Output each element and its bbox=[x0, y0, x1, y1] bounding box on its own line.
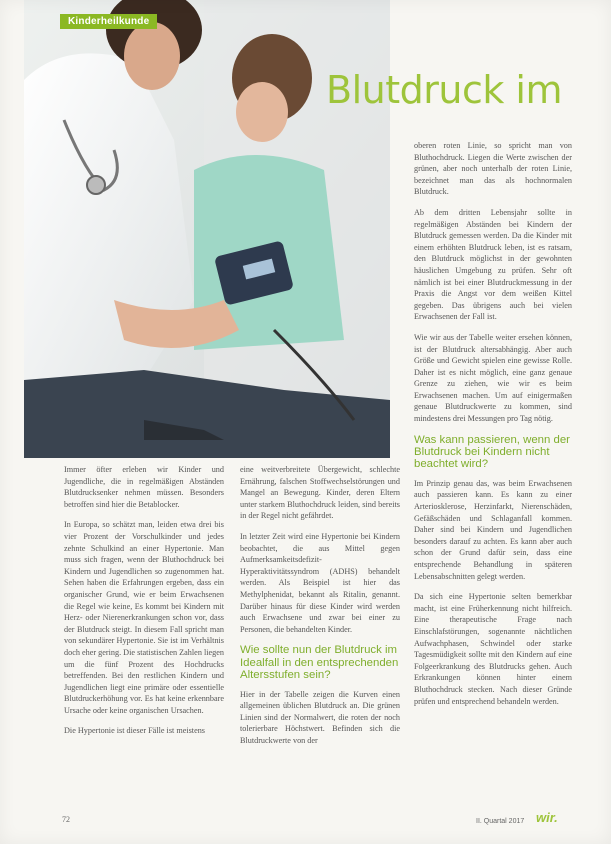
paragraph: In letzter Zeit wird eine Hypertonie bei Kindern beobachtet, die aus Mittel gegen Aufmerksamkeitsdefizit-Hyperaktivitätssyndrom (ADHS) behandelt werden. Als Beispiel ist hier das Methylphenidat, bekannt als Ritalin, genannt. Darüber hinaus für diese Kinder wird werden auch Erwachsene und zwar bei einer zu Personen, die behandelten Kinder. bbox=[240, 531, 400, 634]
subheading: Wie sollte nun der Blutdruck im Idealfall in den entsprechenden Altersstufen sein? bbox=[240, 644, 399, 682]
brand-logo: wir. bbox=[536, 810, 558, 825]
paragraph: Ab dem dritten Lebensjahr sollte in regelmäßigen Abständen bei Kindern der Blutdruck gemessen werden. Da die Kinder mit einem erhöhten Blutdruck leben, ist es ratsam, den Blutdruck möglichst in der gewohnten häuslichen Umgebung zu prüfen. Sehr oft nämlich ist bei einer Blutdruckmessung in der Praxis die Angst vor dem weißen Kittel gegeben. Das übrigens auch bei vielen Erwachsenen der Fall ist. bbox=[414, 207, 572, 322]
paragraph: Wie wir aus der Tabelle weiter ersehen können, ist der Blutdruck altersabhängig. Aber auch Größe und Gewicht spielen eine gewisse Rolle. Daher ist es nicht möglich, eine ganz genaue Grenze zu ziehen, wie wir es beim Erwachsenen machen. Um auf einigermaßen genaue Blutdruckwerte zu kommen, sind mindestens drei Messungen pro Tag nötig. bbox=[414, 332, 572, 424]
section-tag: Kinderheilkunde bbox=[60, 14, 157, 29]
paragraph: Da sich eine Hypertonie selten bemerkbar macht, ist eine Früherkennung nicht hilfreich. Eine therapeutische Frage nach Einschlafstörungen, sogenannte nächtlichen Aufwachphasen, Schwindel oder starke Tagesmüdigkeit sollte mit den Kindern auf eine Folgeerkrankung des Blutdrucks gehen. Auch Erkrankungen können hinter einem Bluthochdruck stecken. Nach dieser Gründe prüfen und entsprechend behandeln werden. bbox=[414, 592, 572, 706]
text-column-left bbox=[64, 464, 224, 746]
article-headline: Blutdruck im bbox=[326, 68, 562, 112]
paragraph: eine weitverbreitete Übergewicht, schlechte Ernährung, falschen Stoffwechselstörungen und Mangel an Bewegung. Kinder, deren Eltern unter starkem Bluthochdruck leiden, sind bereits in der Regel nicht gefährdet. bbox=[240, 465, 400, 521]
paragraph: Immer öfter erleben wir Kinder und Jugendliche, die in regelmäßigen Abständen Blutdrucksenker nehmen müssen. Besonders betroffen sind hier die Betablocker. bbox=[64, 465, 224, 509]
paragraph: Im Prinzip genau das, was beim Erwachsenen auch passieren kann. Es kann zu einer Arteriosklerose, Herzinfarkt, Nierenschäden, Gefäßschäden und Schlaganfall kommen. Daher sind bei Kindern und Jugendlichen besonders darauf zu achten. Es kann aber auch schon der Grund dafür sein, dass eine entsprechende Behandlung in späteren Lebensabschnitten gelegt werden. bbox=[414, 478, 572, 581]
paragraph: oberen roten Linie, so spricht man von Bluthochdruck. Liegen die Werte zwischen der grünen, aber noch unterhalb der roten Linie, bezeichnet man das als hochnormalen Blutdruck. bbox=[414, 141, 572, 197]
paragraph: Hier in der Tabelle zeigen die Kurven einen allgemeinen üblichen Blutdruck an. Die grünen Linien sind der Normalwert, die roten der noch tolerierbare Höchstwert. Befinden sich die Blutdruckwerte von der bbox=[240, 689, 400, 745]
paragraph: In Europa, so schätzt man, leiden etwa drei bis vier Prozent der Vorschulkinder und jedes zehnte Schulkind an einer Hypertonie. Man muss sich fragen, wenn der Bluthochdruck bei Kindern und Jugendlichen so zugenommen hat. Sehen haben die Erfahrungen ergeben, dass ein organischer Grund, wie er beim Erwachsenen die Regel wie keine, Es kommt bei Kindern mit Herz- oder Nierenerkrankungen schon vor, dass der Blutdruck steigt. In diesem Fall spricht man von sekundärer Hypertonie. Sie ist im Verhältnis doch eher gering. Die statistischen Zahlen liegen um die fünf Prozent des Hochdrucks betreffenden. Bei den restlichen Kindern und Jugendlichen liegt eine primäre oder essentielle Blutdruckerhöhung vor. Es hat keine erkennbare Ursache oder keine organischen Ursachen. bbox=[64, 520, 224, 715]
text-column-middle bbox=[240, 464, 400, 756]
page-number: 72 bbox=[62, 815, 70, 824]
subheading: Was kann passieren, wenn der Blutdruck bei Kindern nicht beachtet wird? bbox=[414, 433, 570, 471]
text-column-right bbox=[414, 140, 572, 716]
paragraph: Die Hypertonie ist dieser Fälle ist meistens bbox=[64, 726, 205, 736]
issue-label: II. Quartal 2017 bbox=[476, 818, 525, 825]
